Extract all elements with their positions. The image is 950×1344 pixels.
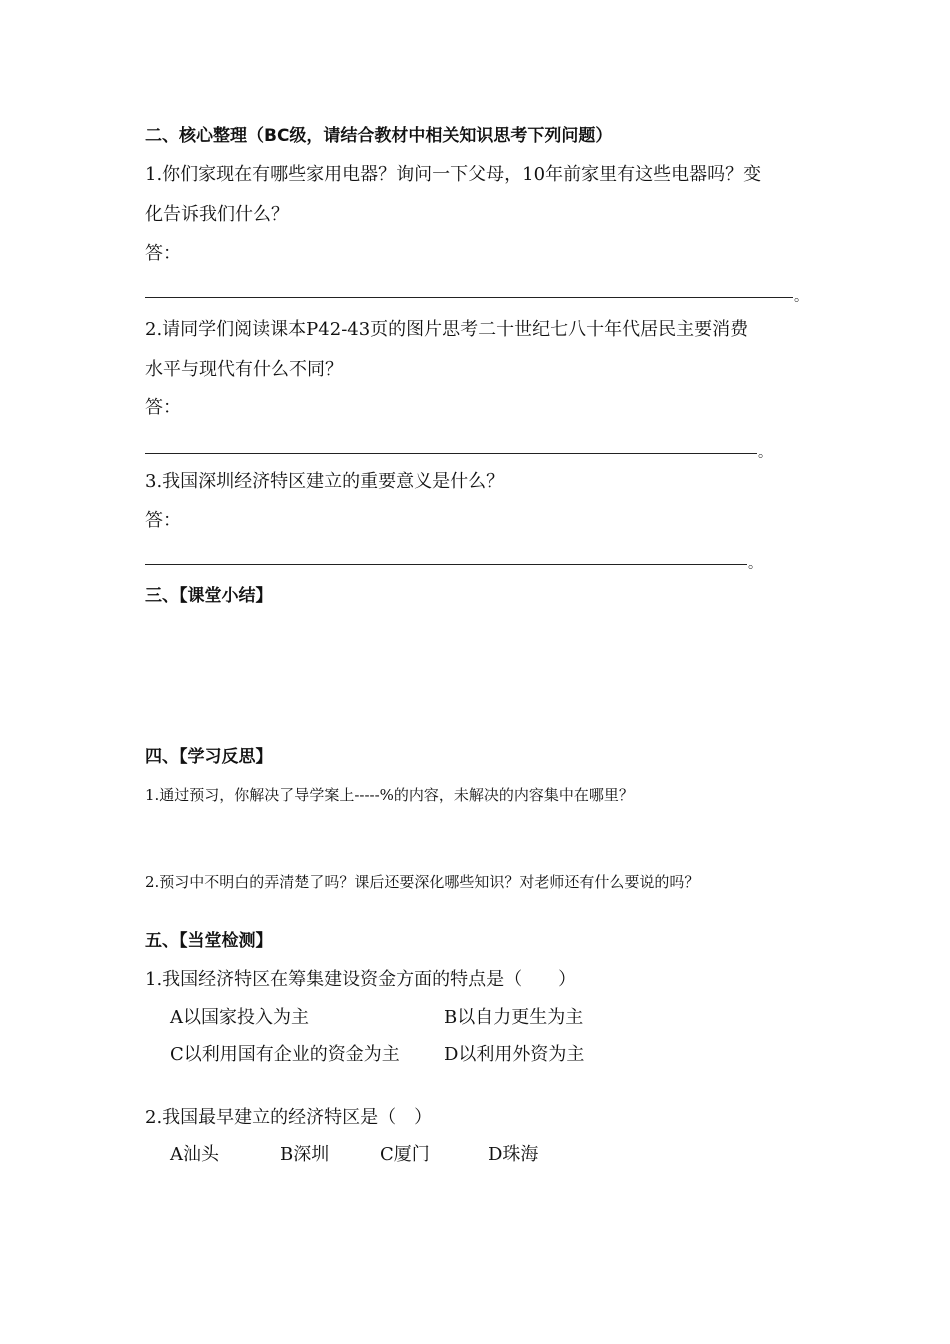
section-3-heading: 三、【课堂小结】 (145, 586, 273, 606)
answer-line-1[interactable] (145, 297, 793, 298)
answer-label-1: 答： (145, 243, 181, 264)
answer-period-3: 。 (748, 556, 762, 572)
answer-label-3: 答： (145, 510, 181, 531)
reflection-question-1: 1.通过预习，你解决了导学案上-----%的内容，未解决的内容集中在哪里？ (145, 786, 634, 804)
test-q2-option-b[interactable]: B深圳 (280, 1144, 330, 1165)
test-question-2: 2.我国最早建立的经济特区是（ ） (145, 1107, 433, 1128)
section-2-heading: 二、核心整理（BC级，请结合教材中相关知识思考下列问题） (145, 126, 613, 146)
test-q2-option-d[interactable]: D珠海 (488, 1144, 539, 1165)
test-q1-option-d[interactable]: D以利用外资为主 (444, 1044, 585, 1065)
question-2-1-line-1: 1.你们家现在有哪些家用电器？询问一下父母，10年前家里有这些电器吗？变 (145, 164, 762, 185)
test-question-1: 1.我国经济特区在筹集建设资金方面的特点是（ ） (145, 969, 577, 990)
answer-period-1: 。 (794, 289, 808, 305)
answer-line-2[interactable] (145, 453, 757, 454)
answer-period-2: 。 (758, 445, 772, 461)
test-q1-option-c[interactable]: C以利用国有企业的资金为主 (170, 1044, 400, 1065)
question-2-3: 3.我国深圳经济特区建立的重要意义是什么？ (145, 471, 505, 492)
answer-label-2: 答： (145, 397, 181, 418)
test-q1-option-a[interactable]: A以国家投入为主 (170, 1007, 309, 1028)
test-q1-option-b[interactable]: B以自力更生为主 (444, 1007, 584, 1028)
question-2-2-line-1: 2.请同学们阅读课本P42-43页的图片思考二十世纪七八十年代居民主要消费 (145, 319, 749, 340)
test-q2-option-c[interactable]: C厦门 (380, 1144, 430, 1165)
test-q2-option-a[interactable]: A汕头 (170, 1144, 219, 1165)
answer-line-3[interactable] (145, 564, 747, 565)
section-4-heading: 四、【学习反思】 (145, 747, 273, 767)
question-2-2-line-2: 水平与现代有什么不同？ (145, 359, 343, 380)
question-2-1-line-2: 化告诉我们什么？ (145, 204, 289, 225)
reflection-question-2: 2.预习中不明白的弄清楚了吗？课后还要深化哪些知识？对老师还有什么要说的吗？ (145, 873, 700, 891)
section-5-heading: 五、【当堂检测】 (145, 931, 273, 951)
